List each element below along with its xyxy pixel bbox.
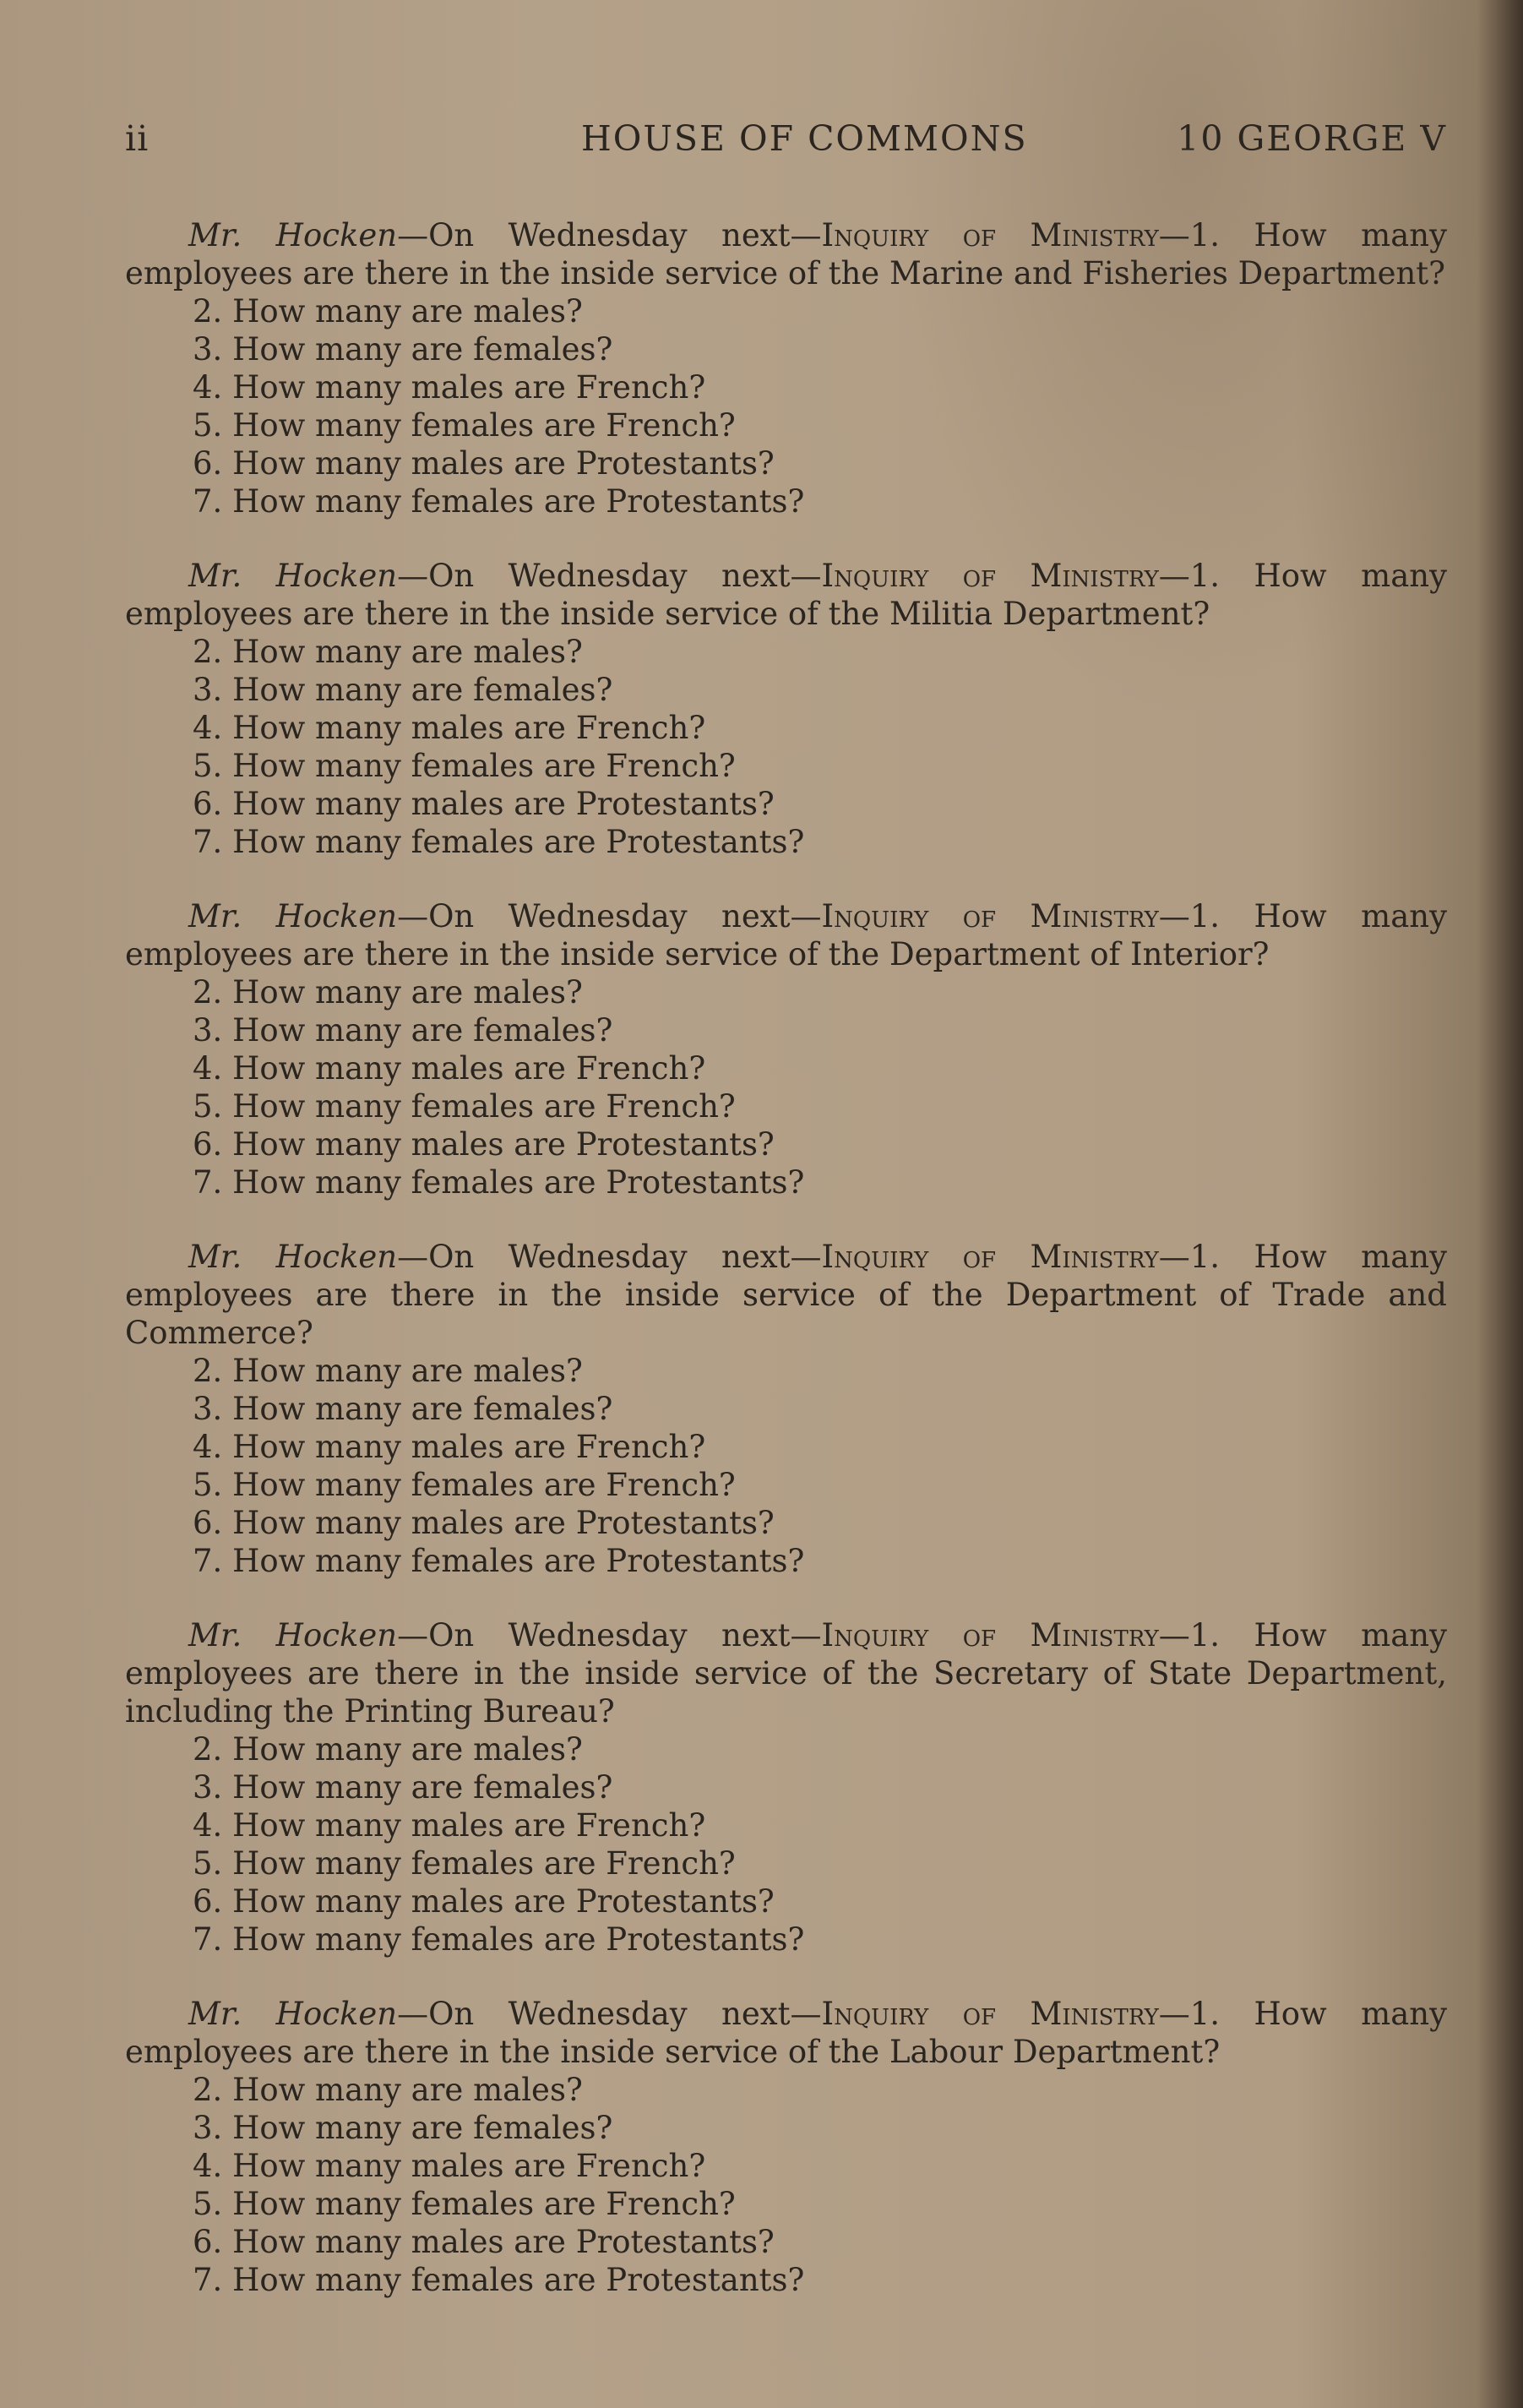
question-item: 3. How many are females? (193, 1391, 613, 1427)
inquiry-heading: Inquiry of Ministry (821, 217, 1159, 253)
question-one: —1. How many employees are there in the inside service of the Militia Department? (125, 558, 1447, 632)
inquiry-heading: Inquiry of Ministry (821, 898, 1159, 934)
member-name: Mr. Hocken (188, 1996, 398, 2032)
question-item: 2. How many are males? (193, 1731, 583, 1768)
question-item: 6. How many males are Protestants? (193, 1505, 775, 1541)
question-item: 5. How many females are French? (193, 1467, 736, 1503)
question-item: 3. How many are females? (193, 1769, 613, 1806)
notice-intro: —On Wednesday next— (397, 898, 822, 934)
question-item: 4. How many males are French? (193, 1050, 706, 1087)
question-one: —1. How many employees are there in the inside service of the Department of Interior? (125, 898, 1447, 972)
notice-intro: —On Wednesday next— (397, 1239, 822, 1275)
inquiry-entry (125, 216, 1447, 520)
inquiry-entry (125, 1995, 1447, 2299)
page-number: ii (125, 118, 150, 159)
inquiry-entry (125, 897, 1447, 1201)
question-item: 6. How many males are Protestants? (193, 2224, 775, 2260)
notice-intro: —On Wednesday next— (397, 558, 822, 594)
inquiry-entry (125, 557, 1447, 861)
question-item: 2. How many are males? (193, 1353, 583, 1389)
question-item: 4. How many males are French? (193, 2148, 706, 2184)
inquiry-heading: Inquiry of Ministry (821, 558, 1159, 594)
session-label: 10 GEORGE V (1177, 118, 1447, 159)
question-item: 5. How many females are French? (193, 748, 736, 784)
question-one: —1. How many employees are there in the inside service of the Department of Trade and Commerce? (125, 1239, 1447, 1351)
question-item: 4. How many males are French? (193, 710, 706, 746)
question-item: 3. How many are females? (193, 1012, 613, 1049)
question-item: 2. How many are males? (193, 974, 583, 1011)
inquiry-entry (125, 1616, 1447, 1959)
question-item: 7. How many females are Protestants? (193, 1164, 805, 1201)
notice-intro: —On Wednesday next— (397, 1996, 822, 2032)
question-item: 7. How many females are Protestants? (193, 1543, 805, 1579)
question-item: 6. How many males are Protestants? (193, 786, 775, 822)
inquiry-entry (125, 1238, 1447, 1580)
member-name: Mr. Hocken (188, 217, 398, 253)
inquiry-lead (125, 897, 1447, 973)
member-name: Mr. Hocken (188, 1617, 398, 1653)
question-item: 3. How many are females? (193, 672, 613, 708)
question-item: 3. How many are females? (193, 331, 613, 368)
running-title: HOUSE OF COMMONS (581, 118, 1028, 159)
question-item: 2. How many are males? (193, 2072, 583, 2108)
inquiry-heading: Inquiry of Ministry (821, 1239, 1159, 1275)
inquiry-lead (125, 216, 1447, 292)
question-item: 6. How many males are Protestants? (193, 1883, 775, 1920)
question-item: 6. How many males are Protestants? (193, 445, 775, 482)
question-one: —1. How many employees are there in the inside service of the Marine and Fisheries Department? (125, 217, 1447, 291)
inquiry-lead (125, 1995, 1447, 2071)
question-one: —1. How many employees are there in the inside service of the Labour Department? (125, 1996, 1447, 2070)
question-item: 4. How many males are French? (193, 1429, 706, 1465)
question-item: 2. How many are males? (193, 293, 583, 330)
question-item: 5. How many females are French? (193, 1088, 736, 1125)
notice-intro: —On Wednesday next— (397, 217, 822, 253)
inquiry-heading: Inquiry of Ministry (821, 1617, 1159, 1653)
question-one: —1. How many employees are there in the inside service of the Secretary of State Department, including the Printing Bureau? (125, 1617, 1447, 1730)
question-item: 2. How many are males? (193, 634, 583, 670)
inquiry-lead (125, 557, 1447, 633)
running-header (125, 118, 1447, 161)
member-name: Mr. Hocken (188, 898, 398, 934)
question-item: 6. How many males are Protestants? (193, 1126, 775, 1163)
question-item: 7. How many females are Protestants? (193, 483, 805, 520)
member-name: Mr. Hocken (188, 1239, 398, 1275)
question-item: 4. How many males are French? (193, 1807, 706, 1844)
question-item: 4. How many males are French? (193, 369, 706, 406)
inquiry-lead (125, 1616, 1447, 1730)
inquiry-lead (125, 1238, 1447, 1352)
inquiry-list (125, 216, 1447, 2335)
question-item: 7. How many females are Protestants? (193, 824, 805, 860)
notice-intro: —On Wednesday next— (397, 1617, 822, 1653)
inquiry-heading: Inquiry of Ministry (821, 1996, 1159, 2032)
member-name: Mr. Hocken (188, 558, 398, 594)
question-item: 7. How many females are Protestants? (193, 1921, 805, 1958)
question-item: 5. How many females are French? (193, 1845, 736, 1882)
question-item: 5. How many females are French? (193, 407, 736, 444)
question-item: 7. How many females are Protestants? (193, 2262, 805, 2298)
question-item: 5. How many females are French? (193, 2186, 736, 2222)
question-item: 3. How many are females? (193, 2110, 613, 2146)
